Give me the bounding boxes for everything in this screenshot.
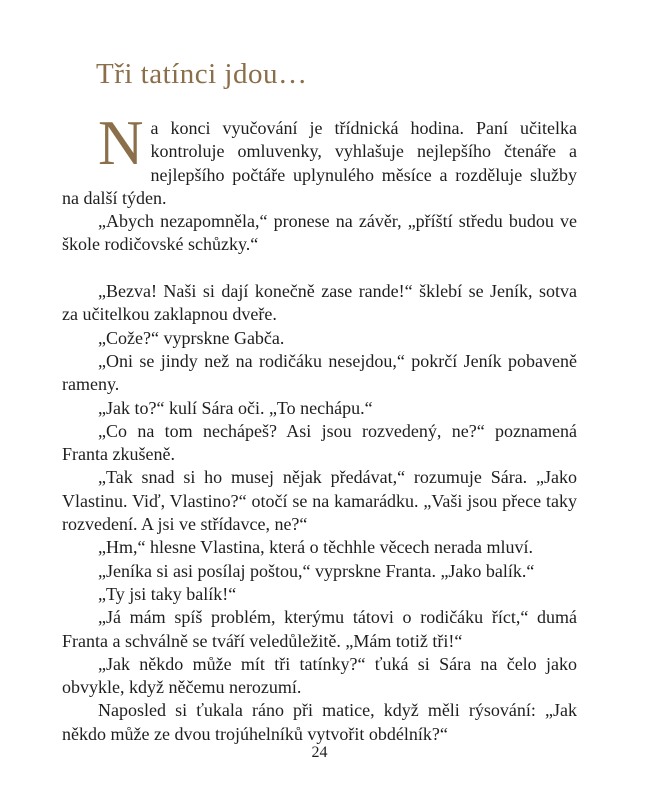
chapter-title: Tři tatínci jdou… [96, 58, 308, 90]
body-paragraph: „Jeníka si asi posílaj poštou,“ vyprskne Franta. „Jako balík.“ [98, 560, 535, 581]
body-paragraph: Naposled si ťukala ráno při matice, když měli rýsování: „Jak někdo může ze dvou trojúhelníků vytvořit obdélník?“ [62, 700, 577, 744]
body-paragraph: „Hm,“ hlesne Vlastina, která o těchhle věcech nerada mluví. [98, 537, 533, 558]
body-paragraph: „Jak někdo může mít tři tatínky?“ ťuká si Sára na čelo jako obvykle, když něčemu nerozumí. [62, 653, 577, 698]
body-paragraph: „Ty jsi taky balík!“ [98, 583, 237, 604]
body-paragraph: „Tak snad si ho musej nějak předávat,“ rozumuje Sára. „Jako Vlastinu. Viď, Vlastino?“ otočí se na kamarádku. „Vaši jsou přece taky rozvedení. A jsi ve střídavce, ne?“ [62, 467, 577, 535]
body-text [62, 108, 577, 746]
body-paragraph: „Já mám spíš problém, kterýmu tátovi o rodičáku říct,“ dumá Franta a schválně se tváří veledůležitě. „Mám totiž tři!“ [62, 607, 577, 651]
body-paragraph: „Abych nezapomněla,“ pronese na závěr, „příští středu budou ve škole rodičovské schůzky.“ [62, 211, 577, 255]
body-paragraph: „Co na tom nechápeš? Asi jsou rozvedený, ne?“ poznamená Franta zkušeně. [62, 420, 577, 465]
page-number: 24 [311, 744, 328, 761]
body-paragraph: „Cože?“ vyprskne Gabča. [98, 327, 285, 348]
body-paragraph: „Oni se jindy než na rodičáku nesejdou,“ pokrčí Jeník pobaveně rameny. [62, 350, 577, 395]
opening-paragraph-text: a konci vyučování je třídnická hodina. Paní učitelka kontroluje omluvenky, vyhlašuje nejlepšího čtenáře a nejlepšího počtáře uplynulého měsíce a rozděluje služby na další týden. [62, 118, 577, 208]
body-paragraph: „Jak to?“ kulí Sára oči. „To nechápu.“ [98, 397, 373, 418]
opening-paragraph [62, 108, 577, 210]
drop-cap: N [98, 108, 144, 178]
body-paragraph: „Bezva! Naši si dají konečně zase rande!“ šklebí se Jeník, sotva za učitelkou zaklapnou dveře. [62, 281, 577, 325]
